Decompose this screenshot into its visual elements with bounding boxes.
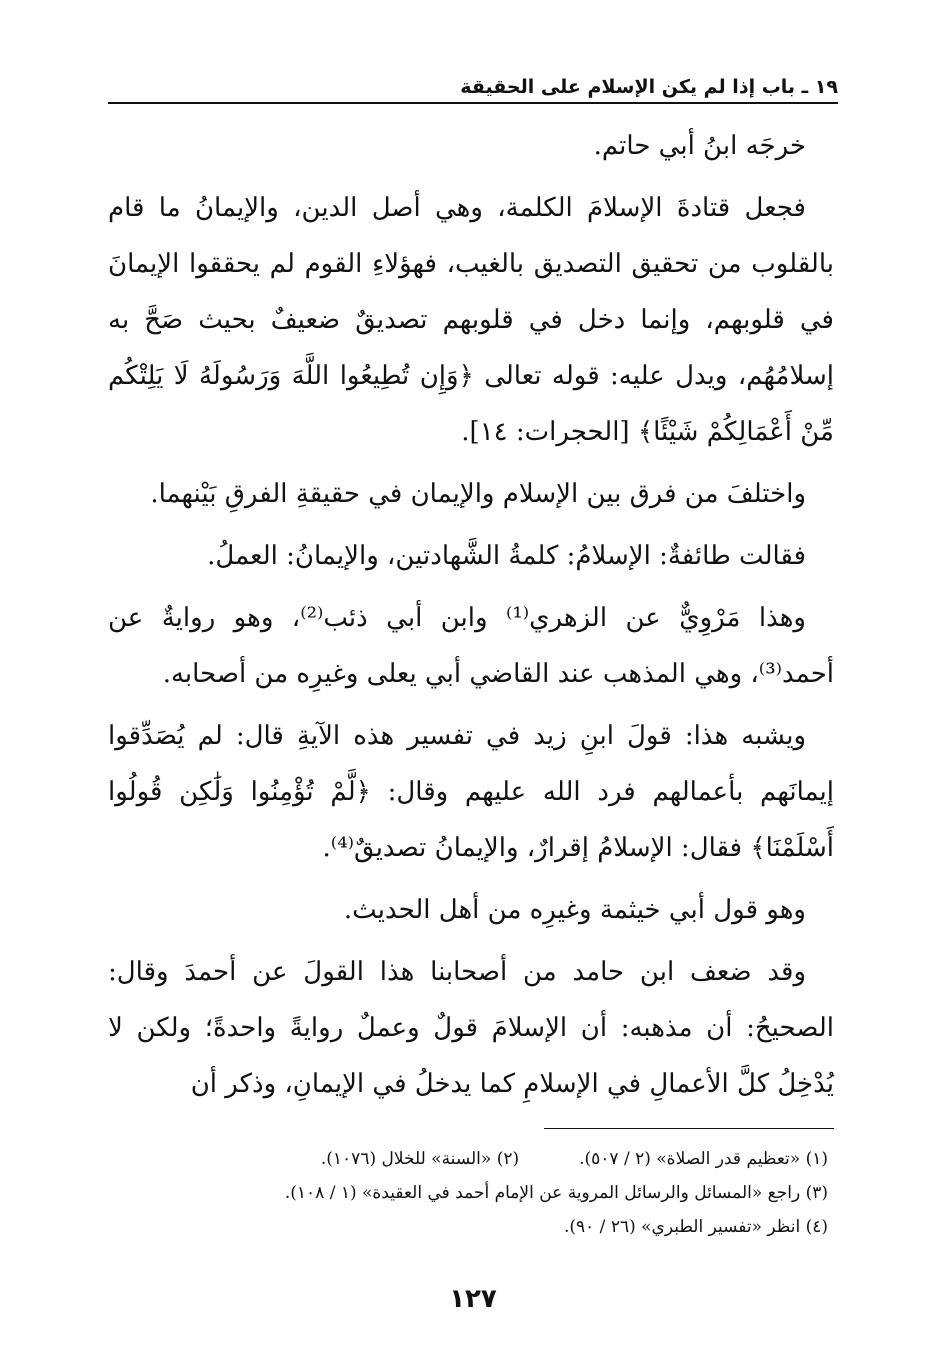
paragraph: فقالت طائفةٌ: الإسلامُ: كلمةُ الشَّهادتين، والإيمانُ: العملُ.: [207, 541, 806, 571]
page-number: ١٢٧: [449, 1284, 497, 1314]
running-title: [108, 72, 838, 102]
paragraph: وهو قول أبي خيثمة وغيرِه من أهل الحديث.: [343, 895, 806, 925]
paragraph: واختلفَ من فرق بين الإسلام والإيمان في حقيقةِ الفرقِ بَيْنهما.: [150, 479, 806, 509]
main-text: [108, 118, 834, 1118]
paragraph: وقد ضعف ابن حامد من أصحابنا هذا القولَ عن أحمدَ وقال: الصحيحُ: أن مذهبه: أن الإسلامَ قولٌ وعملٌ روايةً واحدةً؛ ولكن لا يُدْخِلُ كلَّ الأعمالِ في الإسلامِ كما يدخلُ في الإيمانِ، وذكر أن: [108, 957, 834, 1099]
paragraph: وهذا مَرْوِيٌّ عن الزهري⁽¹⁾ وابن أبي ذئب⁽²⁾، وهو روايةٌ عن أحمد⁽³⁾، وهي المذهب عند القاضي أبي يعلى وغيرِه من أصحابه.: [108, 603, 834, 689]
footnotes: [128, 1142, 828, 1244]
footnote-row: [128, 1176, 828, 1210]
running-title-text: ١٩ ـ باب إذا لم يكن الإسلام على الحقيقة: [460, 76, 838, 98]
paragraph: فجعل قتادةَ الإسلامَ الكلمة، وهي أصل الدين، والإيمانُ ما قام بالقلوب من تحقيق التصديق بالغيب، فهؤلاءِ القوم لم يحققوا الإيمانَ في قلوبهم، وإنما دخل في قلوبهم تصديقٌ ضعيفٌ بحيث صَحَّ به إسلامُهُم، ويدل عليه: قوله تعالى ﴿وَإِن تُطِيعُوا اللَّهَ وَرَسُولَهُ لَا يَلِتْكُم مِّنْ أَعْمَالِكُمْ شَيْئًا﴾ [الحجرات: ١٤].: [108, 193, 834, 447]
header-rule: [108, 102, 838, 104]
footnote-rule: [544, 1128, 834, 1129]
footnote-1: (١) «تعظيم قدر الصلاة» (٢ / ٥٠٧).: [579, 1149, 828, 1169]
paragraph: خرجَه ابنُ أبي حاتم.: [593, 131, 806, 161]
footnote-row: [128, 1210, 828, 1244]
footnote-3: (٣) راجع «المسائل والرسائل المروية عن الإمام أحمد في العقيدة» (١ / ١٠٨).: [284, 1183, 828, 1203]
footnote-row: [128, 1142, 828, 1176]
footnote-2: (٢) «السنة» للخلال (١٠٧٦).: [320, 1149, 520, 1169]
footnote-4: (٤) انظر «تفسير الطبري» (٢٦ / ٩٠).: [563, 1217, 828, 1237]
paragraph: ويشبه هذا: قولَ ابنِ زيد في تفسير هذه الآيةِ قال: لم يُصَدِّقوا إيمانَهم بأعمالهم فرد الله عليهم وقال: ﴿لَّمْ تُؤْمِنُوا وَلَٰكِن قُولُوا أَسْلَمْنَا﴾ فقال: الإسلامُ إقرارٌ، والإيمانُ تصديقٌ⁽⁴⁾.: [108, 721, 834, 863]
